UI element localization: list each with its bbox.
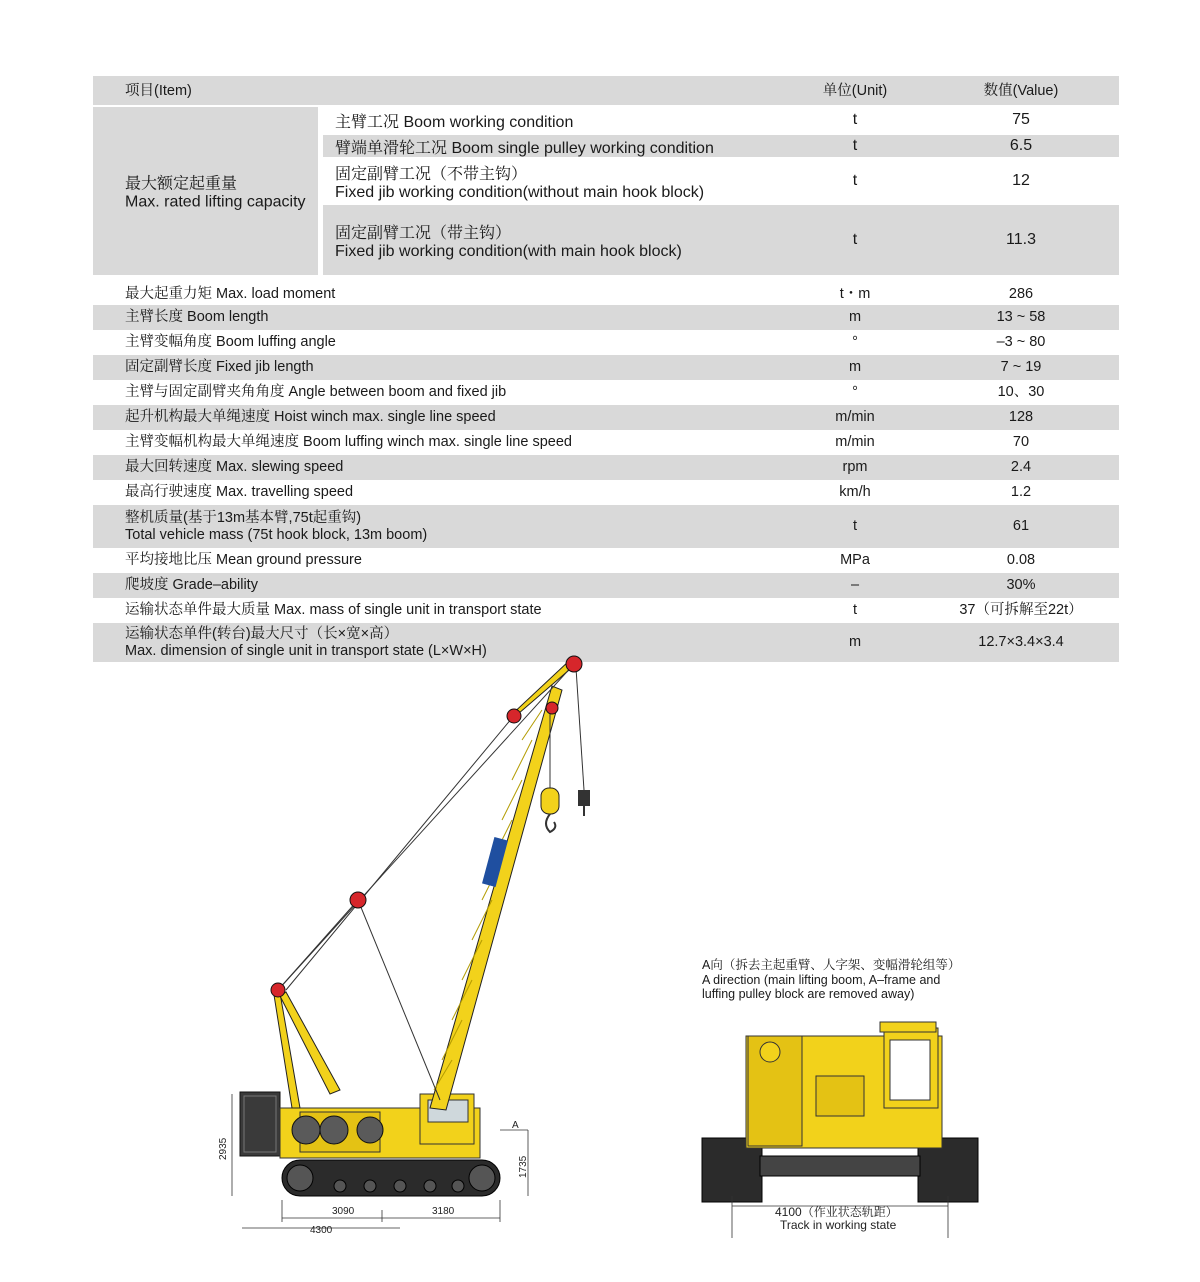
spec-unit: –: [850, 577, 860, 593]
spec-value: 1.2: [1010, 484, 1032, 500]
spec-item: 最高行驶速度 Max. travelling speed: [125, 484, 354, 500]
spec-item: 最大起重力矩 Max. load moment: [125, 285, 336, 302]
spec-unit: m/min: [835, 409, 875, 425]
hook-blocks: [541, 788, 590, 832]
spec-row: [93, 455, 1119, 480]
crane-side-view: [218, 656, 590, 1236]
pendant-lines: [278, 664, 584, 1100]
sub-unit: t: [852, 111, 858, 128]
dim-3090: 3090: [332, 1206, 355, 1217]
spec-item: 整机质量(基于13m基本臂,75t起重钩): [125, 509, 362, 526]
lifting-row: [323, 159, 1119, 203]
track-label-en: Track in working state: [780, 1218, 897, 1232]
crane-drawing: [0, 640, 1200, 1282]
spec-unit: °: [852, 334, 858, 350]
caption-cn: A向（拆去主起重臂、人字架、变幅滑轮组等）: [702, 958, 961, 972]
spec-row: [93, 330, 1119, 355]
spec-row: [93, 430, 1119, 455]
sub-unit: t: [852, 172, 858, 189]
spec-row: [93, 405, 1119, 430]
spec-value: 30%: [1006, 577, 1036, 593]
spec-unit: km/h: [839, 484, 871, 500]
sub-cn: 主臂工况: [335, 113, 400, 131]
sub-unit: t: [852, 231, 858, 248]
crawler-track: [282, 1160, 500, 1196]
spec-value: 12.7×3.4×3.4: [978, 634, 1064, 650]
rear-upper-body: [746, 1022, 942, 1148]
sub-en: Boom single pulley working condition: [451, 139, 714, 157]
dim-height-total: 2935: [218, 1137, 229, 1160]
sub-cn: 固定副臂工况（不带主钩）: [335, 165, 528, 183]
dim-4300: 4300: [310, 1225, 333, 1236]
spec-item: 运输状态单件最大质量 Max. mass of single unit in transport state: [125, 602, 542, 618]
spec-unit: rpm: [842, 459, 868, 475]
crane-rear-view: [702, 1022, 978, 1238]
lifting-row: [323, 135, 1119, 157]
spec-value: 37（可拆解至22t）: [959, 602, 1083, 618]
header-item: 项目(Item): [125, 83, 192, 99]
spec-value: 0.08: [1006, 552, 1036, 568]
spec-row: [93, 573, 1119, 598]
lifting-capacity-group: [93, 107, 1119, 275]
spec-row: [93, 355, 1119, 380]
spec-value: 2.4: [1010, 459, 1032, 475]
header-value: 数值(Value): [983, 83, 1059, 99]
spec-unit: °: [852, 384, 858, 400]
spec-item-en: Max. dimension of single unit in transport state (L×W×H): [125, 642, 487, 659]
sub-cn: 臂端单滑轮工况: [335, 139, 448, 157]
caption-en-2: luffing pulley block are removed away): [702, 987, 915, 1001]
spec-unit: m: [848, 634, 862, 650]
spec-unit: t・m: [839, 285, 871, 302]
spec-row: [93, 480, 1119, 505]
spec-unit: m: [848, 309, 862, 325]
spec-item: 固定副臂长度 Fixed jib length: [125, 359, 314, 375]
spec-row: [93, 505, 1119, 548]
spec-item: 起升机构最大单绳速度 Hoist winch max. single line speed: [125, 409, 496, 425]
spec-unit: m/min: [835, 434, 875, 450]
spec-unit: MPa: [840, 552, 870, 568]
sub-en: Boom working condition: [403, 113, 574, 131]
spec-value: 13 ~ 58: [996, 309, 1046, 325]
track-label-cn: 4100（作业状态轨距）: [775, 1205, 898, 1219]
spec-row: [93, 548, 1119, 573]
a-frame-mast: [274, 992, 340, 1108]
header-unit: 单位(Unit): [822, 83, 888, 99]
sub-cn: 固定副臂工况（带主钩）: [335, 224, 512, 242]
caption-en-1: A direction (main lifting boom, A–frame and: [702, 972, 941, 987]
spec-row: [93, 380, 1119, 405]
spec-unit: m: [848, 359, 862, 375]
spec-value: 7 ~ 19: [1000, 359, 1042, 375]
spec-item: 爬坡度 Grade–ability: [125, 577, 258, 593]
spec-item: 运输状态单件(转台)最大尺寸（长×宽×高）: [125, 625, 399, 642]
sub-value: 6.5: [1009, 137, 1033, 154]
lifting-row: [323, 205, 1119, 275]
lifting-row: [323, 107, 1119, 133]
counterweight: [240, 1092, 280, 1156]
lifting-label-cn: 最大额定起重量: [125, 175, 238, 193]
spec-value: –3 ~ 80: [996, 334, 1046, 350]
spec-unit: t: [852, 602, 858, 618]
sub-en: Fixed jib working condition(without main hook block): [335, 183, 705, 201]
lifting-capacity-label: [93, 107, 318, 275]
spec-item: 最大回转速度 Max. slewing speed: [125, 459, 344, 475]
upper-structure: [280, 1094, 480, 1158]
spec-row: [93, 283, 1119, 305]
sub-value: 75: [1012, 111, 1030, 128]
spec-value: 286: [1008, 285, 1034, 302]
spec-table: [93, 76, 1119, 662]
spec-value: 61: [1012, 518, 1030, 534]
rear-view-caption: [702, 958, 960, 1002]
spec-item: 主臂变幅机构最大单绳速度 Boom luffing winch max. single line speed: [125, 434, 572, 450]
sub-value: 11.3: [1006, 231, 1036, 248]
spec-item: 主臂变幅角度 Boom luffing angle: [125, 334, 336, 350]
spec-item: 平均接地比压 Mean ground pressure: [125, 552, 362, 568]
sub-en: Fixed jib working condition(with main hook block): [335, 242, 682, 260]
sub-unit: t: [852, 137, 858, 154]
spec-item: 主臂与固定副臂夹角角度 Angle between boom and fixed jib: [125, 384, 507, 400]
dim-height-body: 1735: [518, 1155, 529, 1178]
spec-value: 10、30: [997, 384, 1045, 400]
sub-value: 12: [1012, 172, 1030, 189]
dim-3180: 3180: [432, 1206, 455, 1217]
lifting-label-en: Max. rated lifting capacity: [125, 193, 306, 211]
arrow-label-a: A: [512, 1120, 519, 1131]
spec-value: 70: [1012, 434, 1030, 450]
spec-item-en: Total vehicle mass (75t hook block, 13m boom): [125, 526, 428, 543]
jib: [508, 660, 576, 718]
table-header: [93, 76, 1119, 105]
spec-row: [93, 305, 1119, 330]
spec-row: [93, 598, 1119, 623]
spec-value: 128: [1008, 409, 1034, 425]
spec-item: 主臂长度 Boom length: [125, 309, 269, 325]
spec-unit: t: [852, 518, 858, 534]
